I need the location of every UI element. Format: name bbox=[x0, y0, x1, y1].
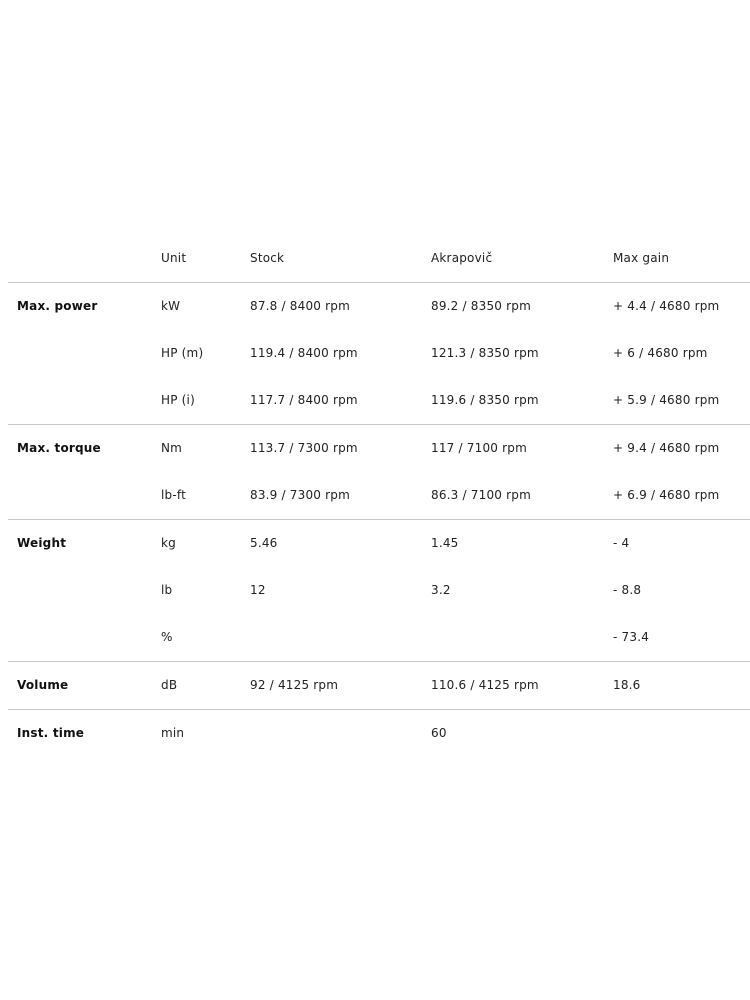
max-gain-cell: 18.6 bbox=[613, 678, 641, 692]
max-gain-cell: - 73.4 bbox=[613, 630, 650, 644]
header-unit: Unit bbox=[161, 251, 187, 265]
stock-cell: 87.8 / 8400 rpm bbox=[250, 299, 350, 313]
spec-table bbox=[8, 235, 750, 757]
table-row bbox=[8, 614, 750, 661]
category-label: Weight bbox=[17, 536, 67, 550]
header-stock: Stock bbox=[250, 251, 285, 265]
stock-cell: 12 bbox=[250, 583, 266, 597]
unit-cell: lb bbox=[161, 583, 173, 597]
max-gain-cell: + 9.4 / 4680 rpm bbox=[613, 441, 720, 455]
category-label: Max. torque bbox=[17, 441, 101, 455]
unit-cell: kg bbox=[161, 536, 176, 550]
akrapovic-cell: 121.3 / 8350 rpm bbox=[431, 346, 539, 360]
table-header-row bbox=[8, 235, 750, 282]
max-gain-cell: + 6.9 / 4680 rpm bbox=[613, 488, 720, 502]
max-gain-cell: + 5.9 / 4680 rpm bbox=[613, 393, 720, 407]
max-gain-cell: - 8.8 bbox=[613, 583, 642, 597]
unit-cell: dB bbox=[161, 678, 178, 692]
unit-cell: min bbox=[161, 726, 185, 740]
unit-cell: HP (i) bbox=[161, 393, 195, 407]
category-label: Inst. time bbox=[17, 726, 85, 740]
unit-cell: % bbox=[161, 630, 173, 644]
header-max-gain: Max gain bbox=[613, 251, 670, 265]
group-inst-time bbox=[8, 709, 750, 757]
table-row bbox=[8, 330, 750, 377]
unit-cell: lb-ft bbox=[161, 488, 186, 502]
table-row bbox=[8, 520, 750, 567]
max-gain-cell: + 4.4 / 4680 rpm bbox=[613, 299, 720, 313]
stock-cell: 5.46 bbox=[250, 536, 278, 550]
unit-cell: kW bbox=[161, 299, 181, 313]
table-row bbox=[8, 472, 750, 519]
stock-cell: 83.9 / 7300 rpm bbox=[250, 488, 350, 502]
unit-cell: HP (m) bbox=[161, 346, 204, 360]
stock-cell: 92 / 4125 rpm bbox=[250, 678, 339, 692]
group-weight bbox=[8, 519, 750, 661]
table-row bbox=[8, 662, 750, 709]
akrapovic-cell: 3.2 bbox=[431, 583, 451, 597]
akrapovic-cell: 1.45 bbox=[431, 536, 459, 550]
akrapovic-cell: 110.6 / 4125 rpm bbox=[431, 678, 539, 692]
akrapovic-cell: 86.3 / 7100 rpm bbox=[431, 488, 531, 502]
akrapovic-cell: 60 bbox=[431, 726, 447, 740]
stock-cell: 119.4 / 8400 rpm bbox=[250, 346, 358, 360]
akrapovic-cell: 117 / 7100 rpm bbox=[431, 441, 527, 455]
akrapovic-cell: 119.6 / 8350 rpm bbox=[431, 393, 539, 407]
table-row bbox=[8, 710, 750, 757]
table-row bbox=[8, 567, 750, 614]
group-volume bbox=[8, 661, 750, 709]
akrapovic-cell: 89.2 / 8350 rpm bbox=[431, 299, 531, 313]
header-akrapovic: Akrapovič bbox=[431, 251, 493, 265]
group-max-torque bbox=[8, 424, 750, 519]
table-row bbox=[8, 425, 750, 472]
unit-cell: Nm bbox=[161, 441, 183, 455]
stock-cell: 113.7 / 7300 rpm bbox=[250, 441, 358, 455]
max-gain-cell: - 4 bbox=[613, 536, 630, 550]
group-max-power bbox=[8, 282, 750, 424]
table-row bbox=[8, 283, 750, 330]
stock-cell: 117.7 / 8400 rpm bbox=[250, 393, 358, 407]
max-gain-cell: + 6 / 4680 rpm bbox=[613, 346, 708, 360]
category-label: Max. power bbox=[17, 299, 98, 313]
category-label: Volume bbox=[17, 678, 69, 692]
table-row bbox=[8, 377, 750, 424]
